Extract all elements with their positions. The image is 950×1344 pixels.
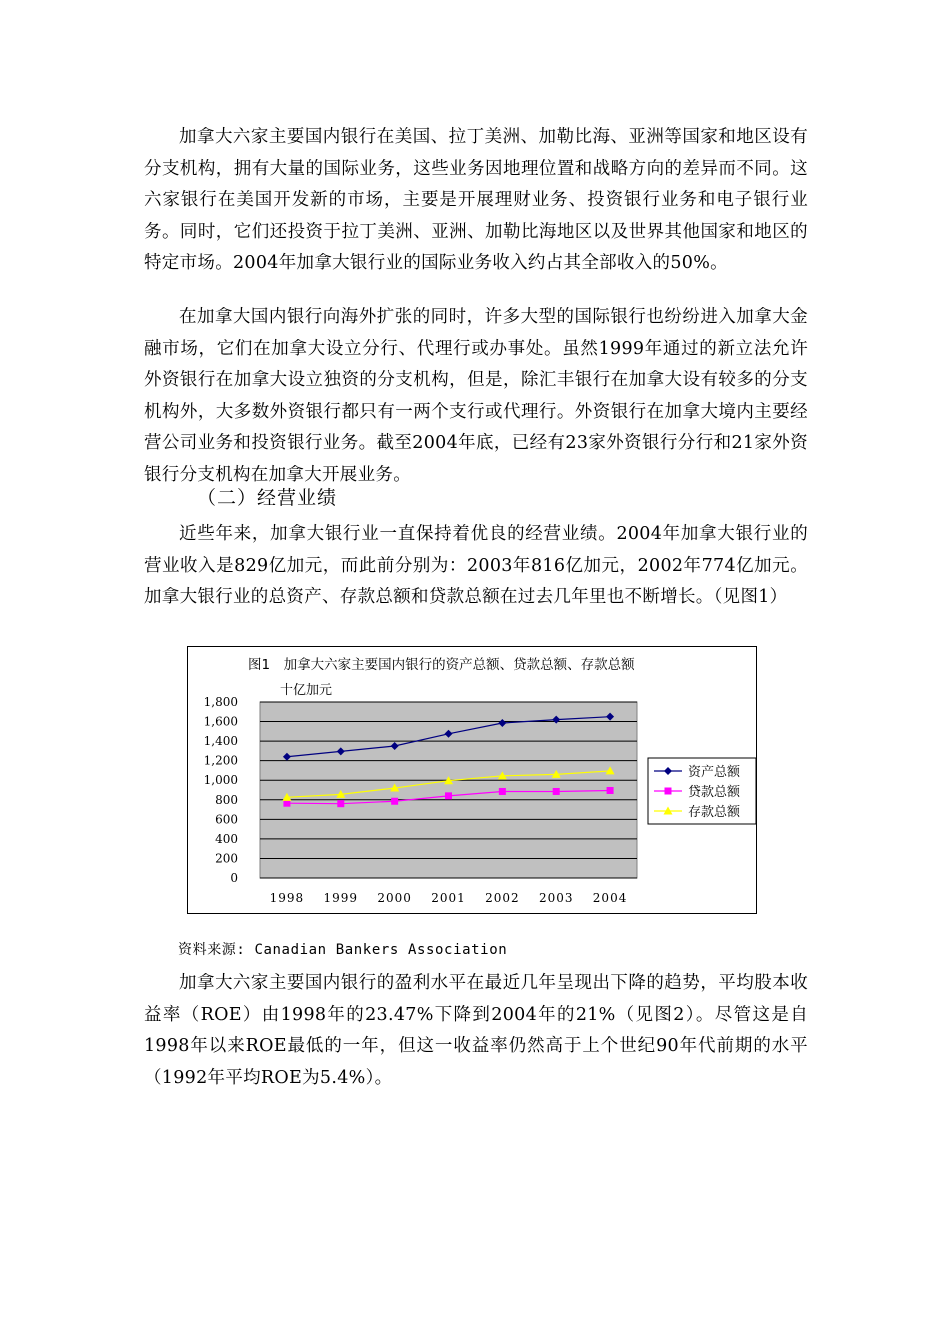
data-point-series-1 [337,800,344,807]
y-tick-label: 200 [215,851,238,866]
chart-title: 图1 加拿大六家主要国内银行的资产总额、贷款总额、存款总额 [248,657,635,673]
legend-label-2: 存款总额 [688,805,741,820]
x-tick-label: 1999 [323,891,359,905]
y-tick-label: 1,200 [203,753,238,768]
paragraph-international-business: 加拿大六家主要国内银行在美国、拉丁美洲、加勒比海、亚洲等国家和地区设有分支机构，拥有大量的国际业务，这些业务因地理位置和战略方向的差异而不同。这六家银行在美国开发新的市场，主要是开展理财业务、投资银行业务和电子银行业务。同时，它们还投资于拉丁美洲、亚洲、加勒比海地区以及世界其他国家和地区的特定市场。2004年加拿大银行业的国际业务收入约占其全部收入的50%。 [144,127,808,273]
y-tick-label: 400 [215,831,238,846]
x-tick-label: 2000 [377,891,412,905]
data-point-series-1 [499,788,506,795]
x-tick-label: 2001 [431,891,466,905]
section-heading: （二）经营业绩 [197,487,338,509]
y-tick-label: 1,600 [203,714,238,729]
paragraph-foreign-banks: 在加拿大国内银行向海外扩张的同时，许多大型的国际银行也纷纷进入加拿大金融市场，它们在加拿大设立分行、代理行或办事处。虽然1999年通过的新立法允许外资银行在加拿大设立独资的分支机构，但是，除汇丰银行在加拿大设有较多的分支机构外，大多数外资银行都只有一两个支行或代理行。外资银行在加拿大境内主要经营公司业务和投资银行业务。截至2004年底，已经有23家外资银行分行和21家外资银行分支机构在加拿大开展业务。 [144,307,808,485]
legend-label-0: 资产总额 [688,765,741,780]
data-point-series-1 [391,798,398,805]
data-point-series-1 [445,792,452,799]
chart-y-axis-label: 十亿加元 [280,683,333,698]
paragraph-performance: 近些年来，加拿大银行业一直保持着优良的经营业绩。2004年加拿大银行业的营业收入是829亿加元，而此前分别为：2003年816亿加元，2002年774亿加元。加拿大银行业的总资产、存款总额和贷款总额在过去几年里也不断增长。（见图1） [144,524,808,607]
y-tick-label: 1,000 [203,773,238,788]
source-note: 资料来源: Canadian Bankers Association [178,942,508,958]
y-tick-label: 0 [230,871,238,885]
plot-area [204,695,637,905]
data-point-series-1 [553,788,560,795]
legend-marker-1 [665,788,672,795]
legend-label-1: 贷款总额 [688,785,741,800]
x-tick-label: 2002 [485,891,520,905]
y-tick-label: 1,400 [203,734,238,749]
plot-background [260,702,637,878]
y-tick-label: 800 [215,792,238,807]
paragraph-profitability: 加拿大六家主要国内银行的盈利水平在最近几年呈现出下降的趋势，平均股本收益率（ROE）由1998年的23.47%下降到2004年的21%（见图2）。尽管这是自1998年以来ROE最低的一年，但这一收益率仍然高于上个世纪90年代前期的水平（1992年平均ROE为5.4%）。 [144,973,808,1088]
x-tick-label: 2003 [538,891,574,905]
y-tick-label: 600 [215,812,238,827]
data-point-series-1 [607,787,614,794]
chart-legend [648,758,756,824]
y-tick-label: 1,800 [203,695,238,709]
line-chart [188,647,758,915]
x-tick-label: 1998 [269,891,305,905]
x-tick-label: 2004 [592,891,628,905]
figure-1-chart [187,646,757,914]
